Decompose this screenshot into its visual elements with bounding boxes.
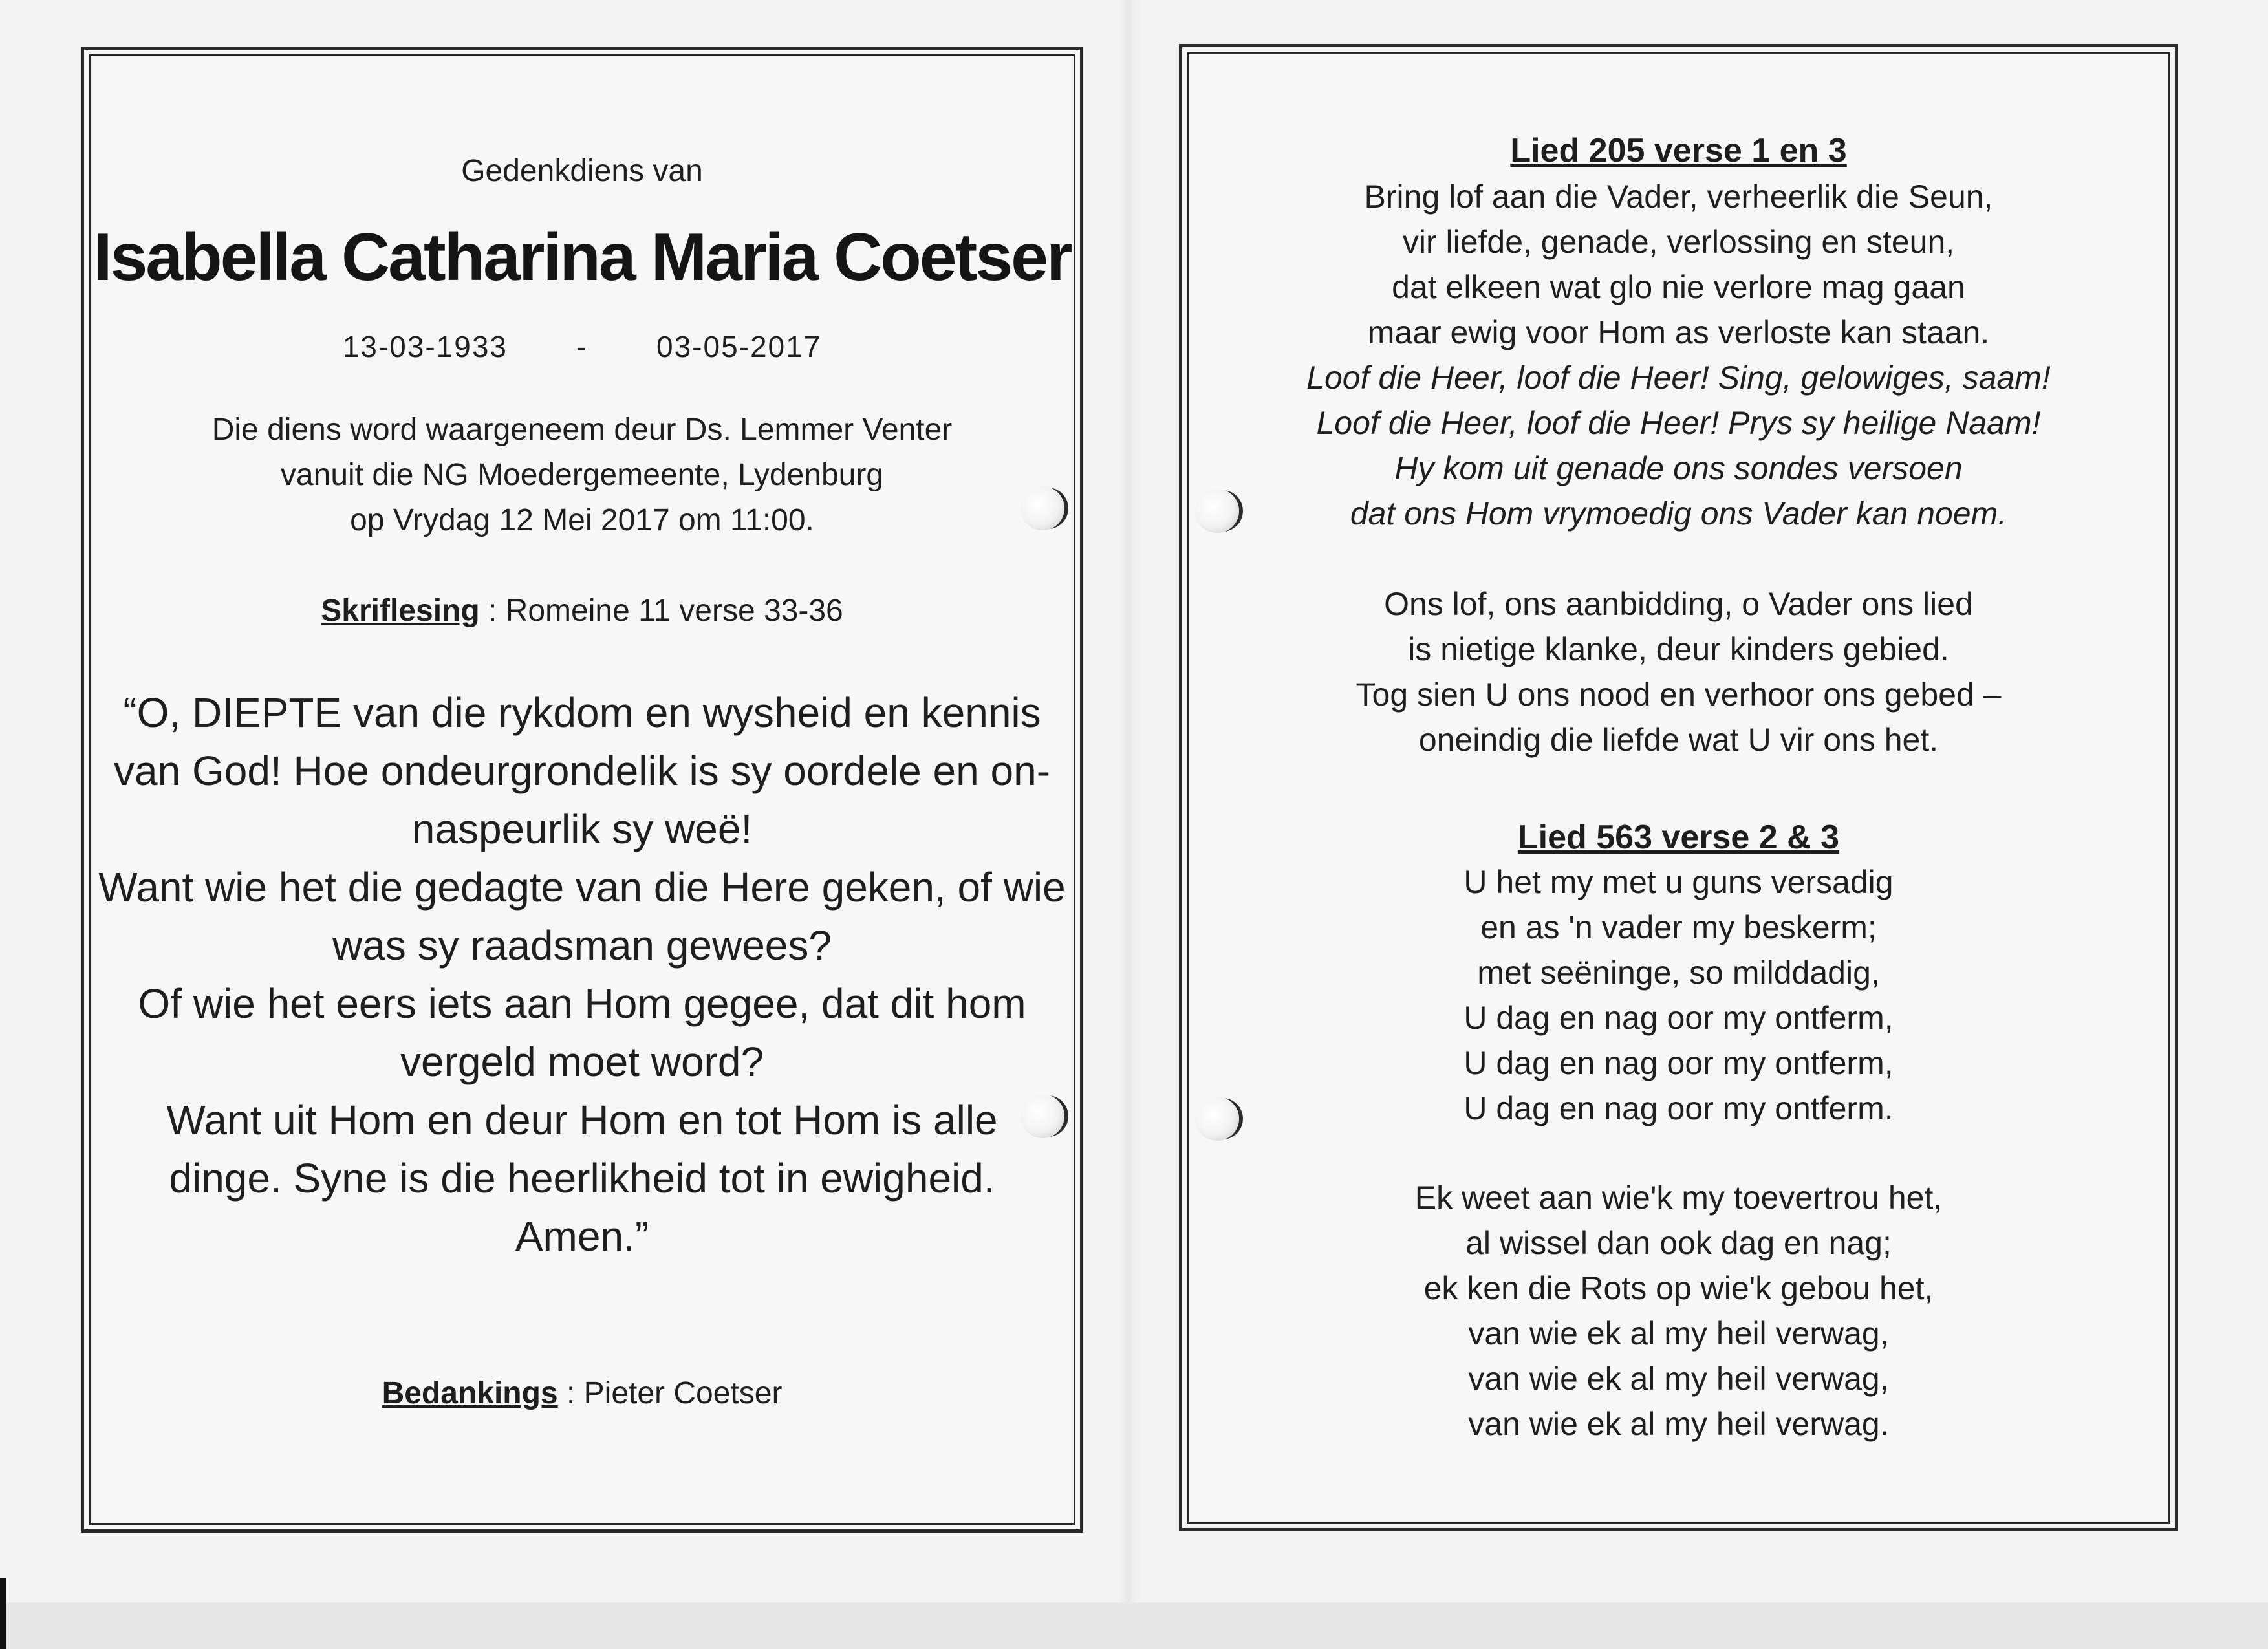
hymn-line: van wie ek al my heil verwag, xyxy=(1468,1315,1889,1352)
service-line: op Vrydag 12 Mei 2017 om 11:00. xyxy=(350,503,814,537)
page-fold xyxy=(1119,0,1142,1649)
scripture-label: Skriflesing xyxy=(321,594,480,628)
chorus-line: Hy kom uit genade ons sondes versoen xyxy=(1394,450,1963,486)
hymn-line: dat elkeen wat glo nie verlore mag gaan xyxy=(1392,269,1965,305)
hymn-line: maar ewig voor Hom as verloste kan staan. xyxy=(1367,314,1990,350)
quote-line: van God! Hoe ondeurgrondelik is sy oordele en on- xyxy=(114,748,1050,794)
hymn-line: U dag en nag oor my ontferm, xyxy=(1463,1000,1894,1036)
hymn-line: van wie ek al my heil verwag, xyxy=(1468,1361,1889,1397)
hymn-line: U dag en nag oor my ontferm, xyxy=(1463,1045,1894,1081)
scan-edge xyxy=(0,1602,2268,1649)
hymn-line: met seëninge, so milddadig, xyxy=(1477,954,1880,991)
quote-line: naspeurlik sy weë! xyxy=(411,806,753,852)
quote-line: Want uit Hom en deur Hom en tot Hom is alle xyxy=(166,1097,998,1143)
right-page xyxy=(1179,44,2178,1531)
hymn-line: Ek weet aan wie'k my toevertrou het, xyxy=(1414,1180,1943,1216)
scripture-reading xyxy=(84,593,1080,629)
hymn-line: U het my met u guns versadig xyxy=(1463,864,1894,900)
acknowledgements-name: : Pieter Coetser xyxy=(557,1376,783,1410)
life-dates xyxy=(84,329,1080,364)
date-separator: - xyxy=(576,330,588,363)
quote-line: Of wie het eers iets aan Hom gegee, dat dit hom xyxy=(138,980,1026,1027)
acknowledgements-label: Bedankings xyxy=(382,1376,558,1410)
chorus-line: Loof die Heer, loof die Heer! Sing, gelowiges, saam! xyxy=(1306,360,2051,396)
service-line: vanuit die NG Moedergemeente, Lydenburg xyxy=(280,458,884,492)
quote-line: “O, DIEPTE van die rykdom en wysheid en kennis xyxy=(123,689,1041,736)
birth-date: 13-03-1933 xyxy=(342,330,508,363)
punch-hole xyxy=(1021,486,1064,530)
punch-hole xyxy=(1021,1094,1064,1138)
quote-line: was sy raadsman gewees? xyxy=(332,922,832,969)
left-page xyxy=(81,47,1083,1533)
quote-line: Amen.” xyxy=(515,1213,649,1260)
intro-text: Gedenkdiens van xyxy=(461,154,703,188)
hymn-line: U dag en nag oor my ontferm. xyxy=(1463,1090,1894,1126)
quote-line: vergeld moet word? xyxy=(400,1039,764,1085)
hymn-line: al wissel dan ook dag en nag; xyxy=(1465,1225,1892,1261)
death-date: 03-05-2017 xyxy=(656,330,822,363)
hymn-205-title: Lied 205 verse 1 en 3 xyxy=(1510,132,1847,169)
chorus-line: dat ons Hom vrymoedig ons Vader kan noem. xyxy=(1350,495,2007,532)
quote-line: Want wie het die gedagte van die Here geken, of wie xyxy=(98,864,1066,911)
hymn-line: ek ken die Rots op wie'k gebou het, xyxy=(1423,1270,1934,1306)
hymn-563-title: Lied 563 verse 2 & 3 xyxy=(1517,819,1840,856)
hymn-line: en as 'n vader my beskerm; xyxy=(1480,909,1877,945)
scripture-reference: : Romeine 11 verse 33-36 xyxy=(479,594,843,628)
deceased-name: Isabella Catharina Maria Coetser xyxy=(93,220,1071,295)
hymn-line: Ons lof, ons aanbidding, o Vader ons lied xyxy=(1384,586,1973,622)
service-line: Die diens word waargeneem deur Ds. Lemmer Venter xyxy=(211,413,953,447)
hymn-line: Tog sien U ons nood en verhoor ons gebed – xyxy=(1355,676,2002,713)
chorus-line: Loof die Heer, loof die Heer! Prys sy heilige Naam! xyxy=(1316,405,2041,441)
scan-edge-mark xyxy=(0,1578,6,1649)
acknowledgements xyxy=(84,1375,1080,1411)
hymn-line: van wie ek al my heil verwag. xyxy=(1468,1406,1889,1442)
punch-hole xyxy=(1195,489,1239,533)
hymn-line: vir liefde, genade, verlossing en steun, xyxy=(1402,224,1955,260)
hymn-line: oneindig die liefde wat U vir ons het. xyxy=(1418,722,1939,758)
quote-line: dinge. Syne is die heerlikheid tot in ewigheid. xyxy=(169,1155,995,1202)
hymn-line: Bring lof aan die Vader, verheerlik die Seun, xyxy=(1364,178,1993,215)
hymn-line: is nietige klanke, deur kinders gebied. xyxy=(1408,631,1949,667)
punch-hole xyxy=(1195,1097,1239,1141)
